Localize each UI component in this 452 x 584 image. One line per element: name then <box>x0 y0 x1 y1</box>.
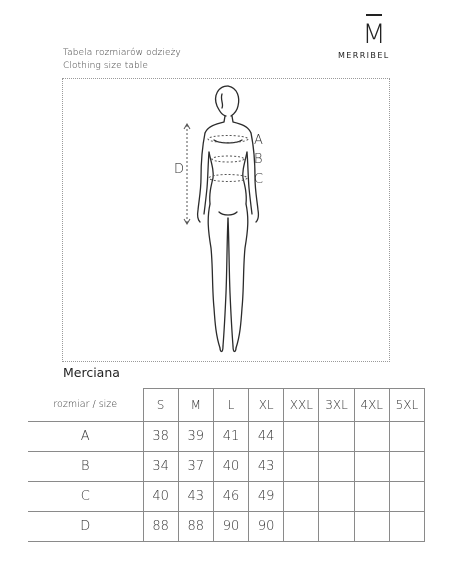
logo-mark: M <box>362 19 386 50</box>
label-a: A <box>254 133 263 148</box>
corner-label: rozmiar / size <box>28 389 143 422</box>
column-header: 5XL <box>389 389 424 422</box>
column-header: L <box>213 389 248 422</box>
table-cell: 34 <box>143 452 178 482</box>
table-row <box>28 512 425 542</box>
bust-line-a <box>208 136 248 143</box>
table-row <box>28 452 425 482</box>
body-measurement-figure <box>62 78 390 362</box>
table-cell <box>319 512 354 542</box>
table-cell <box>284 482 319 512</box>
female-silhouette-icon <box>198 86 259 352</box>
table-cell <box>319 452 354 482</box>
product-name: Merciana <box>63 365 120 380</box>
table-cell: 88 <box>178 512 213 542</box>
table-cell <box>319 482 354 512</box>
table-cell <box>354 512 389 542</box>
table-cell <box>354 452 389 482</box>
column-header: S <box>143 389 178 422</box>
title-polish: Tabela rozmiarów odzieży <box>63 48 181 58</box>
table-cell: 90 <box>213 512 248 542</box>
row-label: C <box>28 482 143 512</box>
column-header: 4XL <box>354 389 389 422</box>
table-cell <box>284 422 319 452</box>
table-cell <box>354 422 389 452</box>
table-cell: 38 <box>143 422 178 452</box>
measurement-lines <box>187 125 248 223</box>
table-cell: 37 <box>178 452 213 482</box>
label-d: D <box>174 162 185 177</box>
table-cell: 41 <box>213 422 248 452</box>
label-b: B <box>254 152 263 167</box>
table-cell: 88 <box>143 512 178 542</box>
column-header: 3XL <box>319 389 354 422</box>
table-cell: 40 <box>143 482 178 512</box>
table-cell <box>284 452 319 482</box>
table-cell: 44 <box>249 422 284 452</box>
table-cell <box>319 422 354 452</box>
row-label: B <box>28 452 143 482</box>
table-row <box>28 422 425 452</box>
logo-macron <box>366 14 382 16</box>
table-cell <box>389 482 424 512</box>
table-cell <box>354 482 389 512</box>
brand-logo <box>338 14 406 76</box>
column-header: M <box>178 389 213 422</box>
table-row <box>28 482 425 512</box>
table-cell: 49 <box>249 482 284 512</box>
table-cell: 40 <box>213 452 248 482</box>
table-cell <box>389 512 424 542</box>
column-header: XXL <box>284 389 319 422</box>
table-cell: 90 <box>249 512 284 542</box>
table-header-row <box>28 389 425 422</box>
table-cell: 39 <box>178 422 213 452</box>
table-cell: 46 <box>213 482 248 512</box>
table-cell <box>389 452 424 482</box>
brand-name: MERRIBEL <box>338 51 390 60</box>
table-cell: 43 <box>178 482 213 512</box>
table-cell <box>389 422 424 452</box>
title-english: Clothing size table <box>63 61 148 71</box>
size-table <box>28 388 425 542</box>
column-header: XL <box>249 389 284 422</box>
row-label: A <box>28 422 143 452</box>
label-c: C <box>254 172 264 187</box>
waist-line-b <box>212 156 244 162</box>
row-label: D <box>28 512 143 542</box>
hip-line-c <box>209 175 247 182</box>
table-cell <box>284 512 319 542</box>
table-cell: 43 <box>249 452 284 482</box>
